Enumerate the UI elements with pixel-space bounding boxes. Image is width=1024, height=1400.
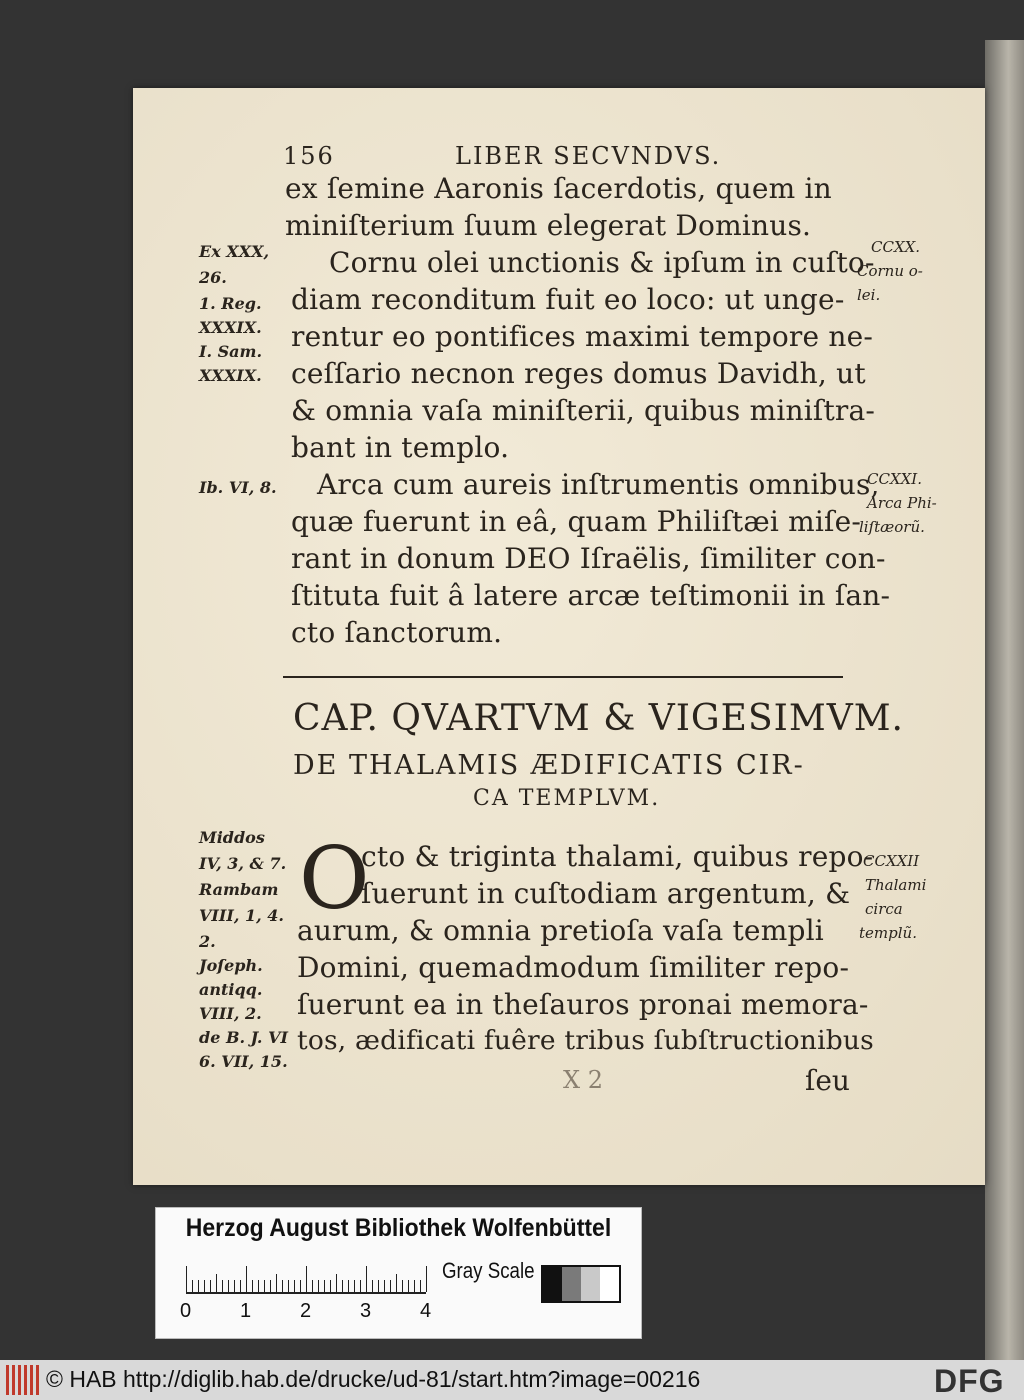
scale-tick: [366, 1266, 367, 1292]
scale-tick: [378, 1280, 379, 1292]
text-line: cto ſanctorum.: [291, 616, 503, 649]
scale-tick: [300, 1280, 301, 1292]
scale-tick: [342, 1280, 343, 1292]
text-line: rentur eo pontifices maximi tempore ne-: [291, 320, 874, 353]
scale-tick: [372, 1280, 373, 1292]
text-line: miniſterium ſuum elegerat Dominus.: [285, 209, 812, 242]
text-line: & omnia vaſa miniſterii, quibus miniſtra-: [291, 394, 876, 427]
text-line: Domini, quemadmodum ſimiliter repo-: [297, 951, 850, 984]
text-line: diam reconditum fuit eo loco: ut unge-: [291, 283, 845, 316]
gray-patch: [581, 1267, 600, 1301]
scale-tick: [216, 1274, 217, 1292]
text-line: ſuerunt in cuſtodiam argentum, &: [361, 877, 851, 910]
scale-tick: [348, 1280, 349, 1292]
gray-scale-label: Gray Scale: [442, 1258, 535, 1283]
scale-tick: [318, 1280, 319, 1292]
margin-note-right: Thalami: [865, 876, 927, 894]
chapter-subtitle: DE THALAMIS ÆDIFICATIS CIR-: [293, 750, 805, 781]
page-number: 156: [283, 142, 335, 170]
scale-tick: [330, 1280, 331, 1292]
margin-note-right: templũ.: [859, 924, 917, 942]
margin-note-left: IV, 3, & 7.: [199, 854, 287, 873]
scale-tick: [306, 1266, 307, 1292]
gray-scale-patches: [541, 1265, 621, 1303]
margin-note-left: 6. VII, 15.: [199, 1052, 288, 1071]
margin-note-right: CCXX.: [871, 238, 921, 256]
scale-number: 3: [360, 1300, 372, 1322]
margin-note-right: CCXXI.: [867, 470, 923, 488]
section-rule: [283, 676, 843, 678]
scale-tick: [198, 1280, 199, 1292]
gray-patch: [543, 1267, 562, 1301]
text-line: Arca cum aureis inſtrumentis omnibus,: [317, 468, 880, 501]
scale-tick: [360, 1280, 361, 1292]
scale-tick: [270, 1280, 271, 1292]
book-page: [133, 88, 985, 1185]
gray-patch: [600, 1267, 619, 1301]
margin-note-left: XXXIX.: [199, 366, 262, 385]
scale-tick: [312, 1280, 313, 1292]
gray-patch: [562, 1267, 581, 1301]
scale-tick: [258, 1280, 259, 1292]
text-line: ſtituta fuit â latere arcæ teſtimonii in ſan-: [291, 579, 891, 612]
margin-note-left: Ex XXX,: [199, 242, 270, 261]
margin-note-left: Middos: [199, 828, 265, 847]
margin-note-right: Arca Phi-: [867, 494, 937, 512]
scale-tick: [264, 1280, 265, 1292]
scale-tick: [234, 1280, 235, 1292]
drop-initial: O: [299, 829, 370, 929]
catchword: ſeu: [805, 1064, 850, 1097]
scale-tick: [276, 1274, 277, 1292]
scale-tick: [228, 1280, 229, 1292]
scale-number: 0: [180, 1300, 192, 1322]
scale-tick: [420, 1280, 421, 1292]
scale-number: 1: [240, 1300, 252, 1322]
scale-tick: [426, 1266, 427, 1292]
margin-note-left: VIII, 1, 4.: [199, 906, 284, 925]
text-line: bant in templo.: [291, 431, 510, 464]
margin-note-left: de B. J. VI: [199, 1028, 288, 1047]
margin-note-left: XXXIX.: [199, 318, 262, 337]
margin-note-right: liſtæorũ.: [859, 518, 925, 536]
dfg-logo: DFG: [934, 1363, 1005, 1399]
margin-note-right: CCXXII: [863, 852, 920, 870]
text-line: Cornu olei unctionis & ipſum in cuſto-: [329, 246, 875, 279]
scale-tick: [288, 1280, 289, 1292]
scale-tick: [396, 1274, 397, 1292]
margin-note-left: Joſeph.: [199, 956, 263, 975]
source-url[interactable]: © HAB http://diglib.hab.de/drucke/ud-81/start.htm?image=00216: [46, 1366, 701, 1392]
scale-tick: [324, 1280, 325, 1292]
margin-note-left: 2.: [199, 932, 216, 951]
signature-mark: X 2: [563, 1066, 603, 1094]
scale-tick: [402, 1280, 403, 1292]
scale-tick: [210, 1280, 211, 1292]
text-line: tos, ædificati fuêre tribus ſubſtructionibus: [297, 1025, 874, 1056]
text-line: ceſſario necnon reges domus Davidh, ut: [291, 357, 866, 390]
margin-note-left: I. Sam.: [199, 342, 263, 361]
scale-ruler: [186, 1292, 426, 1294]
margin-note-left: 26.: [199, 268, 227, 287]
scale-tick: [186, 1266, 187, 1292]
book-edge: [985, 40, 1024, 1360]
text-line: ex ſemine Aaronis ſacerdotis, quem in: [285, 172, 832, 205]
text-line: quæ fuerunt in eâ, quam Philiſtæi miſe-: [291, 505, 862, 538]
margin-note-left: antiqq.: [199, 980, 263, 999]
scale-tick: [294, 1280, 295, 1292]
text-line: rant in donum DEO Iſraëlis, ſimiliter con-: [291, 542, 886, 575]
hab-logo-icon: [6, 1365, 40, 1395]
scale-tick: [192, 1280, 193, 1292]
scale-tick: [390, 1280, 391, 1292]
scale-tick: [240, 1280, 241, 1292]
margin-note-right: Cornu o-: [857, 262, 923, 280]
running-title: LIBER SECVNDVS.: [455, 142, 722, 170]
margin-note-left: Rambam: [199, 880, 279, 899]
scale-tick: [222, 1280, 223, 1292]
margin-note-left: 1. Reg.: [199, 294, 262, 313]
scale-tick: [282, 1280, 283, 1292]
margin-note-left: Ib. VI, 8.: [199, 478, 277, 497]
scale-number: 2: [300, 1300, 312, 1322]
viewer-footer: [0, 1360, 1024, 1400]
chapter-subtitle: CA TEMPLVM.: [473, 786, 661, 811]
margin-note-right: lei.: [857, 286, 881, 304]
scan-target-card: [155, 1207, 642, 1339]
scale-tick: [414, 1280, 415, 1292]
scale-tick: [252, 1280, 253, 1292]
scale-tick: [354, 1280, 355, 1292]
scale-tick: [336, 1274, 337, 1292]
scale-number: 4: [420, 1300, 432, 1322]
margin-note-left: VIII, 2.: [199, 1004, 262, 1023]
margin-note-right: circa: [865, 900, 903, 918]
scale-tick: [246, 1266, 247, 1292]
text-line: cto & triginta thalami, quibus repo-: [361, 840, 874, 873]
scale-tick: [204, 1280, 205, 1292]
chapter-title: CAP. QVARTVM & VIGESIMVM.: [293, 698, 905, 739]
text-line: ſuerunt ea in theſauros pronai memora-: [297, 988, 869, 1021]
library-name: Herzog August Bibliothek Wolfenbüttel: [185, 1214, 612, 1242]
scale-tick: [408, 1280, 409, 1292]
scale-tick: [384, 1280, 385, 1292]
text-line: aurum, & omnia pretioſa vaſa templi: [297, 914, 824, 947]
